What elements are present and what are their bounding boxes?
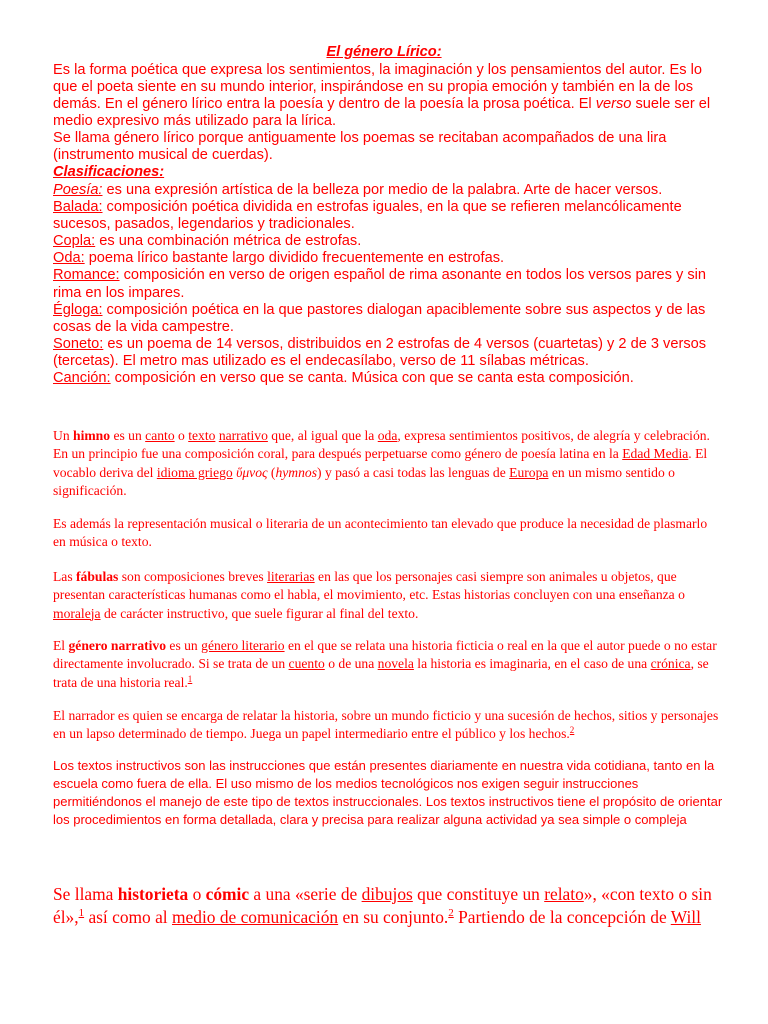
- lirico-section: [53, 62, 715, 388]
- page-title: El género Lírico:: [326, 44, 442, 60]
- historieta-paragraph: Se llama historieta o cómic a una «serie de dibujos que constituye un relato», «con texto o sin él»,$^1$ así como al medio de comunicación en su conjunto.$^2$ Partiendo de la concepción de Will: [53, 884, 712, 927]
- clasificacion-poesia: Poesía: es una expresión artística de la belleza por medio de la palabra. Arte de hacer versos.: [53, 181, 663, 198]
- link-texto[interactable]: texto: [188, 428, 216, 443]
- clasificacion-cancion: Canción: composición en verso que se canta. Música con que se canta esta composición.: [53, 370, 634, 387]
- narrativo-paragraph: El género narrativo es un género literario en el que se relata una historia ficticia o real en la que el autor puede o no estar directamente involucrado. Si se trata de un cuento o de una novela la historia es imaginaria, en el caso de una crónica, se trata de una historia real.$^1$: [53, 638, 717, 690]
- narrador-paragraph: El narrador es quien se encarga de relatar la historia, sobre un mundo ficticio y una sucesión de hechos, sitios y personajes en un lapso determinado de tiempo. Juega un papel intermediario entre el público y los hechos.$^2$: [53, 708, 719, 742]
- clasificacion-copla: Copla: es una combinación métrica de estrofas.: [53, 233, 362, 250]
- link-narrativo[interactable]: narrativo: [218, 428, 268, 443]
- footnote-ref-2[interactable]: 2: [569, 725, 575, 736]
- representacion-paragraph: Es además la representación musical o literaria de un acontecimiento tan elevado que produce la necesidad de plasmarlo en música o texto.: [53, 516, 708, 550]
- lirico-definition: Es la forma poética que expresa los sentimientos, la imaginación y los pensamientos del autor. Es lo que el poeta siente en su mundo interior, inspirándose en su propia emoción y también en la de los demás. En el género lírico entra la poesía y dentro de la poesía la prosa poética. El verso suele ser el medio expresivo más utilizado para la lírica.: [53, 61, 711, 129]
- link-literarias[interactable]: literarias: [267, 569, 315, 584]
- link-novela[interactable]: novela: [377, 656, 414, 672]
- link-genero-literario[interactable]: género literario: [201, 638, 285, 653]
- instructivos-paragraph: Los textos instructivos son las instrucciones que están presentes diariamente en nuestra vida cotidiana, tanto en la escuela como fuera de ella. El uso mismo de los medios tecnológicos nos exigen seguir instrucciones permitiéndonos el manejo de este tipo de textos instruccionales. Los textos instructivos tiene el propósito de orientar los procedimientos en forma detallada, clara y precisa para realizar alguna actividad ya sea simple o compleja: [53, 758, 723, 827]
- link-idioma-griego[interactable]: idioma griego: [156, 464, 233, 480]
- footnote-ref-1b[interactable]: 1: [78, 906, 85, 919]
- link-moraleja[interactable]: moraleja: [53, 605, 101, 621]
- link-dibujos[interactable]: dibujos: [361, 884, 413, 904]
- clasificacion-oda: Oda: poema lírico bastante largo dividido frecuentemente en estrofas.: [53, 250, 505, 267]
- footnote-ref-1[interactable]: 1: [187, 673, 193, 684]
- footnote-ref-2b[interactable]: 2: [448, 906, 454, 919]
- greek-word: ὕμνος: [236, 464, 268, 480]
- clasificacion-romance: Romance: composición en verso de origen español de rima asonante en todos los versos pares y sin rima en los impares.: [53, 267, 707, 301]
- clasificacion-soneto: Soneto: es un poema de 14 versos, distribuidos en 2 estrofas de 4 versos (cuartetas) y 2 de 3 versos (tercetas). El metro mas utilizado es el endecasílabo, verso de 11 sílabas métricas.: [53, 336, 707, 370]
- link-edad-media[interactable]: Edad Media: [622, 446, 689, 462]
- link-cronica[interactable]: crónica: [650, 656, 691, 672]
- fabulas-paragraph: Las fábulas son composiciones breves literarias en las que los personajes casi siempre son animales u objetos, que presentan características humanas como el habla, el movimiento, etc. Estas historias concluyen con una enseñanza o moraleja de carácter instructivo, que suele figurar al final del texto.: [53, 569, 685, 621]
- clasificacion-balada: Balada: composición poética dividida en estrofas iguales, en la que se refieren melancólicamente sucesos, pasados, legendarios y tradicionales.: [53, 198, 682, 232]
- link-medio-de-comunicacion[interactable]: medio de comunicación: [172, 906, 339, 927]
- link-canto[interactable]: canto: [145, 428, 175, 443]
- link-europa[interactable]: Europa: [509, 464, 549, 480]
- clasificaciones-heading: Clasificaciones:: [53, 164, 165, 181]
- himno-paragraph: Un himno es un canto o texto narrativo que, al igual que la oda, expresa sentimientos positivos, de alegría y celebración. En un principio fue una composición coral, para después perpetuarse como género de poesía latina en la Edad Media. El vocablo deriva del idioma griego ὕμνος (hymnos) y pasó a casi todas las lenguas de Europa en un mismo sentido o significación.: [53, 428, 710, 498]
- link-relato[interactable]: relato: [544, 884, 584, 904]
- lirico-origin: Se llama género lírico porque antiguamente los poemas se recitaban acompañados de una lira (instrumento musical de cuerdas).: [53, 130, 667, 164]
- clasificacion-egloga: Égloga: composición poética en la que pastores dialogan apaciblemente sobre sus aspectos y de las cosas de la vida campestre.: [53, 301, 706, 335]
- link-oda[interactable]: oda: [377, 428, 398, 443]
- link-will[interactable]: Will: [670, 906, 701, 927]
- link-cuento[interactable]: cuento: [288, 656, 325, 672]
